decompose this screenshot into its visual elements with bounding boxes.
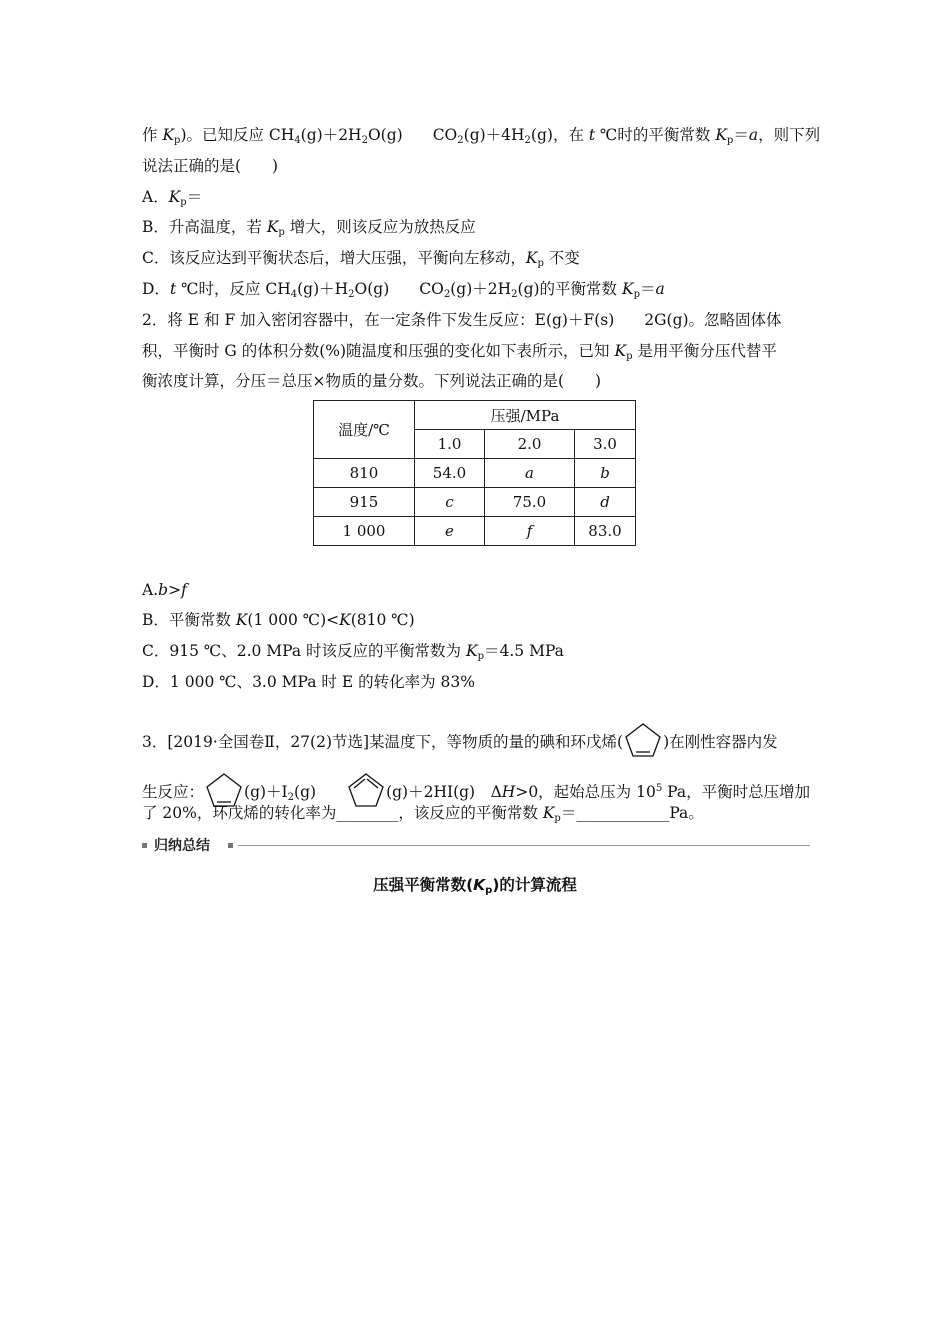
q3-line-1: 3．[2019·全国卷Ⅱ，27(2)节选]某温度下，等物质的量的碘和环戊烯( )在刚性容器内发 <box>142 721 810 765</box>
q2-stem-line-3: 衡浓度计算，分压＝总压×物质的量分数。下列说法正确的是( ) <box>142 372 602 390</box>
table-row-header: 915 <box>314 488 415 517</box>
summary-banner <box>142 836 810 856</box>
table-col-header: 2.0 <box>485 430 575 459</box>
table-col-header: 3.0 <box>575 430 636 459</box>
q2-stem-line-2: 积，平衡时 G 的体积分数(%)随温度和压强的变化如下表所示，已知 $K_p$ 是用平衡分压代替平 <box>142 342 777 362</box>
summary-label: 归纳总结 <box>154 838 210 854</box>
bullet-square-icon <box>142 843 147 848</box>
q2-stem-line-1: 2．将 E 和 F 加入密闭容器中，在一定条件下发生反应：E(g)＋F(s) 2G(g)。忽略固体体 <box>142 311 782 329</box>
intro-line-2: 说法正确的是( ) <box>142 157 279 175</box>
q2-option-c: C．915 ℃、2.0 MPa 时该反应的平衡常数为 $K_p=4.5$ MPa <box>142 642 564 662</box>
q1-option-a: A．$K_p=$ <box>142 188 203 208</box>
table-row <box>314 517 636 546</box>
table-cell: c <box>415 488 485 517</box>
q1-option-b: B．升高温度，若 $K_p$ 增大，则该反应为放热反应 <box>142 218 476 238</box>
table-cell: a <box>485 459 575 488</box>
cyclopentene-structure-icon <box>623 721 663 765</box>
table-row <box>314 459 636 488</box>
q1-option-c: C．该反应达到平衡状态后，增大压强，平衡向左移动，$K_p$ 不变 <box>142 249 580 269</box>
table-cell: b <box>575 459 636 488</box>
table-cell: 83.0 <box>575 517 636 546</box>
intro-line-1: 作 $K_p$)。已知反应 $CH_4(g)+2H_2O(g)$ $CO_2(g)+4H_2(g)$，在 t ℃时的平衡常数 $K_p=a$，则下列 <box>142 126 821 146</box>
data-table <box>313 400 636 546</box>
table-cell: 54.0 <box>415 459 485 488</box>
table-cell: e <box>415 517 485 546</box>
table-cell: d <box>575 488 636 517</box>
bullet-square-icon <box>228 843 233 848</box>
table-cell: 75.0 <box>485 488 575 517</box>
table-pressure-header: 压强/MPa <box>415 401 636 430</box>
table-corner-header: 温度/℃ <box>314 401 415 459</box>
divider <box>238 845 810 846</box>
table-col-header: 1.0 <box>415 430 485 459</box>
q2-option-b: B．平衡常数 K(1 000 ℃)<K(810 ℃) <box>142 611 415 629</box>
table-cell: f <box>485 517 575 546</box>
table-row <box>314 488 636 517</box>
q2-option-d: D．1 000 ℃、3.0 MPa 时 E 的转化率为 83% <box>142 673 475 691</box>
table-row-header: 1 000 <box>314 517 415 546</box>
q3-line-2: 生反应： $(g)+I_2(g)$ (g)＋2HI(g) ΔH>0，起始总压为 $10^5$ Pa，平衡时总压增加 <box>142 771 810 815</box>
q3-line-3: 了 20%，环戊烯的转化率为________，该反应的平衡常数 $K_p=\_\_\_\_\_\_\_\_\_\_\_\_Pa$。 <box>142 804 704 824</box>
flow-title: 压强平衡常数$(K_p)$的计算流程 <box>373 876 577 896</box>
q1-option-d: D．t ℃时，反应 $CH_4(g)+H_2O(g)$ $CO_2(g)+2H_2(g)$的平衡常数 $K_p=a$ <box>142 280 665 300</box>
table-row-header: 810 <box>314 459 415 488</box>
q2-option-a: A.b>f <box>142 581 187 599</box>
